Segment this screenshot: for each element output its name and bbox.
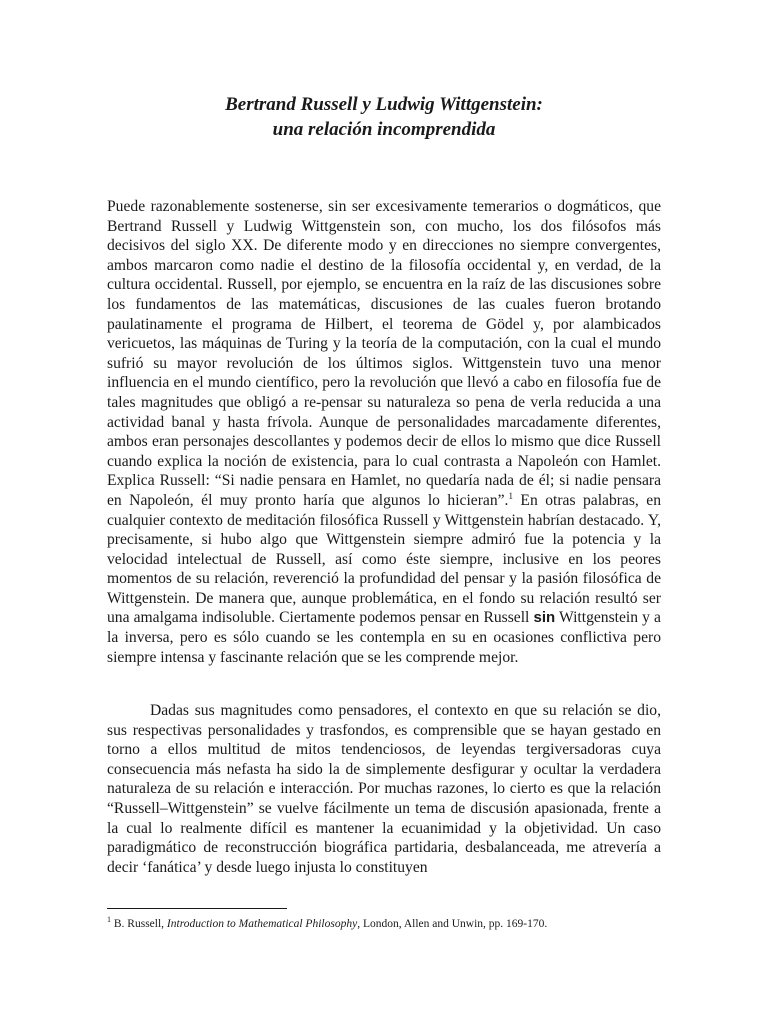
footnote-prefix: B. Russell, [111,918,167,930]
footnote-book-title: Introduction to Mathematical Philosophy [166,918,358,930]
paragraph-1-part-2: En otras palabras, en cualquier contexto de meditación filosófica Russell y Wittgenstein habrían destacado. Y, precisamente, si hubo algo que Wittgenstein siempre admiró fue la potencia y la velocidad intelectual de Russell, así como éste siempre, inclusive en los peores momentos de su relación, reverenció la profundidad del pensar y la pasión filosófica de Wittgenstein. De manera que, aunque problemática, en el fondo su relación resultó ser una amalgama indisoluble. Ciertamente podemos pensar en Russell [107,491,662,627]
footnote-reference: 1 [508,490,513,501]
emphasized-word: sin [533,609,556,627]
footnote-suffix: , London, Allen and Unwin, pp. 169-170. [357,918,548,930]
paragraph-1-part-1: Puede razonablemente sostenerse, sin ser excesivamente temerarios o dogmáticos, que Bertrand Russell y Ludwig Wittgenstein son, con mucho, los dos filósofos más decisivos del siglo XX. De diferente modo y en direcciones no siempre convergentes, ambos marcaron como nadie el destino de la filosofía occidental y, en verdad, de la cultura occidental. Russell, por ejemplo, se encuentra en la raíz de las discusiones sobre los fundamentos de las matemáticas, discusiones de las cuales fueron brotando paulatinamente el programa de Hilbert, el teorema de Gödel y, por alambicados vericuetos, las máquinas de Turing y la teoría de la computación, con la cual el mundo sufrió su mayor revolución de los últimos siglos. Wittgenstein tuvo una menor influencia en el mundo científico, pero la revolución que llevó a cabo en filosofía fue de tales magnitudes que obligó a re-pensar su naturaleza so pena de verla reducida a una actividad banal y hasta frívola. Aunque de personalidades marcadamente diferentes, ambos eran personajes descollantes y podemos decir de ellos lo mismo que dice Russell cuando explica la noción de existencia, para lo cual contrasta a Napoleón con Hamlet. Explica Russell: “Si nadie pensara en Hamlet, no quedaría nada de él; si nadie pensara en Napoleón, él muy pronto haría que algunos lo hicieran”. [107,198,661,509]
paragraph-1-part-3: Wittgenstein y a la inversa, pero es sólo cuando se les contempla en su en ocasiones conflictiva pero siempre intensa y fascinante relación que se les comprende mejor. [107,609,661,666]
title-line-1: Bertrand Russell y Ludwig Wittgenstein: [225,94,543,115]
footnote-divider [107,908,287,909]
paragraph-1 [107,197,661,667]
paragraph-2: Dadas sus magnitudes como pensadores, el contexto en que su relación se dio, sus respectivas personalidades y trasfondos, es comprensible que se hayan gestado en torno a ellos multitud de mitos tendenciosos, de leyendas tergiversadoras cuya consecuencia más nefasta ha sido la de simplemente desfigurar y ocultar la verdadera naturaleza de su relación e interacción. Por muchas razones, lo cierto es que la relación “Russell–Wittgenstein” se vuelve fácilmente un tema de discusión apasionada, frente a la cual lo realmente difícil es mantener la ecuanimidad y la objetividad. Un caso paradigmático de reconstrucción biográfica partidaria, desbalanceada, me atrevería a decir ‘fanática’ y desde luego injusta lo constituyen [107,702,661,876]
document-title [0,92,768,142]
title-line-2: una relación incomprendida [272,119,496,140]
footnote [107,917,661,932]
footnote-mark: 1 [107,915,111,925]
